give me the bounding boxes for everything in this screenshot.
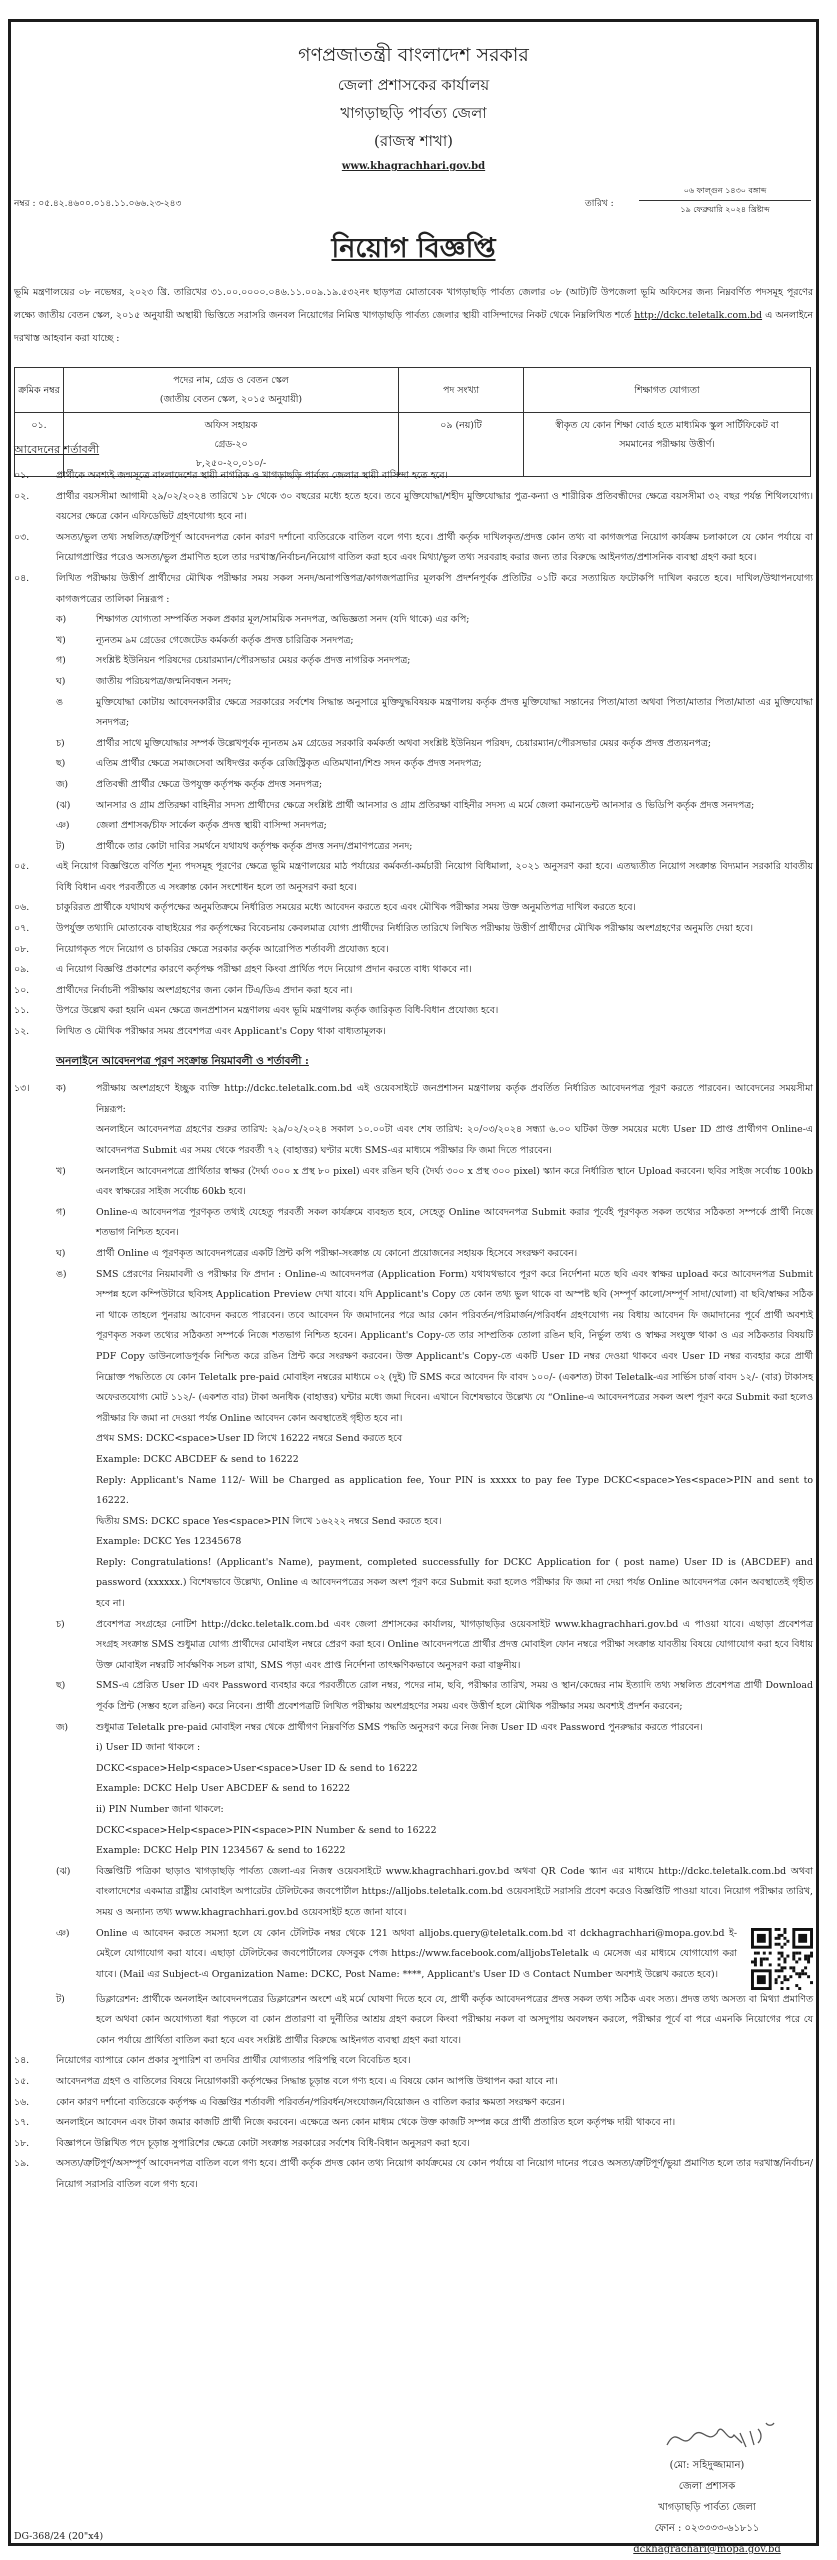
sms-line: Example: DCKC Yes 12345678 xyxy=(96,1536,242,1548)
item-number: ১৪. xyxy=(14,2055,30,2067)
online-item xyxy=(56,1718,813,1739)
item-number: ক) xyxy=(56,1083,67,1095)
item-text: প্রার্থীর সাথে মুক্তিযোদ্ধার সম্পর্ক উল্লেখপূর্বক ন্যূনতম ৯ম গ্রেডের সরকারি কর্মকর্তা অথবা সংশ্লিষ্ট ইউনিয়ন পরিষদ, চেয়ারম্যান/পৌরসভার মেয়র কর্তৃক প্রদত্ত প্রত্যয়নপত্র; xyxy=(96,737,712,749)
item-text: মুক্তিযোদ্ধা কোটায় আবেদনকারীর ক্ষেত্রে সরকারের সর্বশেষ সিদ্ধান্ত অনুসারে মুক্তিযুদ্ধবিষয়ক মন্ত্রণালয় কর্তৃক প্রদত্ত মুক্তিযোদ্ধা সন্তানের পিতা/মাতা অথবা পিতা/মাতার পিতা/মাতা এর মুক্তিযোদ্ধা সনদপত্র; xyxy=(96,696,813,729)
item-text: লিখিত ও মৌখিক পরীক্ষার সময় প্রবেশপত্র এবং Applicant's Copy থাকা বাধ্যতামূলক। xyxy=(56,1026,386,1038)
office-name: জেলা প্রশাসকের কার্যালয় xyxy=(337,76,490,94)
document-item xyxy=(56,837,813,858)
signatory-designation: জেলা প্রশাসক xyxy=(678,2481,736,2492)
online-item xyxy=(56,1265,813,1430)
item-text: SMS প্রেরণের নিয়মাবলী ও পরীক্ষার ফি প্রদান : Online-এ আবেদনপত্র (Application Form) যথাযথভাবে পূরণ করে নির্দেশনা মতে ছবি এবং স্বাক্ষর upload করে আবেদনপত্র Submit সম্পন্ন হলে কম্পিউটারে ছবিসহ Application Preview দেখা যাবে। যদি Applicant's Copy তে কোন তথ্য ভুল থাকে বা অস্পষ্ট ছবি (সম্পূর্ণ কালো/সম্পূর্ণ সাদা/ঘোলা) বা ছবি/স্বাক্ষর সঠিক না থাকে তাহলে পুনরায় আবেদন করতে পারবেন। তবে আবেদন ফি জমাদানের পরে আর কোন পরিবর্তন/পরিমার্জন/পরিবর্ধন গ্রহণযোগ্য নয় বিধায় আবেদন ফি জমাদানের পূর্বে প্রার্থী অবশ্যই পূরণকৃত সকল তথ্যের সঠিকতা সম্পর্কে নিজে শতভাগ নিশ্চিত হবেন। Applicant's Copy-তে তার সাম্প্রতিক তোলা রঙিন ছবি, নির্ভুল তথ্য ও স্বাক্ষর সংযুক্ত থাকা ও এর সঠিকতার বিষয়টি PDF Copy ডাউনলোডপূর্বক নিশ্চিত করে রঙিন প্রিন্ট করে সংরক্ষণ করবেন। উক্ত Applicant's Copy-তে একটি User ID নম্বর দেওয়া থাকবে এবং User ID নম্বর ব্যবহার করে প্রার্থী নিম্নোক্ত পদ্ধতিতে যে কোন Teletalk pre-paid মোবাইল নম্বরের মাধ্যমে ০২ (দুই) টি SMS করে আবেদন ফি বাবদ ১০০/- (একশত) টাকা Teletalk-এর সার্ভিস চার্জ বাবদ ১২/- (বার) টাকাসহ অফেরতযোগ্য মোট ১১২/- (একশত বার) টাকা অনধিক (বাহাত্তর) ঘন্টার মধ্যে জমা দিবেন। এখানে বিশেষভাবে উল্লেখ্য যে “Online-এ আবেদনপত্রের সকল অংশ পূরণ করে Submit করা হলেও পরীক্ষার ফি জমা না দেওয়া পর্যন্ত Online আবেদন কোন অবস্থাতেই গৃহীত হবে না। xyxy=(96,1268,813,1424)
item-number: ঙ) xyxy=(56,1268,67,1280)
online-item-group xyxy=(56,1079,813,1429)
document-item xyxy=(56,631,813,652)
condition-item xyxy=(14,466,813,487)
item-number: ট) xyxy=(56,840,65,852)
item-number: ১০. xyxy=(14,984,30,996)
item-text: সংশ্লিষ্ট ইউনিয়ন পরিষদের চেয়ারম্যান/পৌরসভার মেয়র কর্তৃক প্রদত্ত নাগরিক সনদপত্র; xyxy=(96,655,411,667)
condition-item-group xyxy=(14,857,813,1042)
govt-title: গণপ্রজাতন্ত্রী বাংলাদেশ সরকার xyxy=(298,44,529,66)
signatory-phone: ফোন : ০২৩৩৩৩-৬১৮১১ xyxy=(654,2523,760,2534)
item-text: এই নিয়োগ বিজ্ঞপ্তিতে বর্ণিত শূন্য পদসমূহ পূরণের ক্ষেত্রে ভূমি মন্ত্রণালয়ের মাঠ পর্যায়ের কর্মকর্তা-কর্মচারী নিয়োগ বিধিমালা, ২০২১ অনুসরণ করা হবে। এতদ্ব্যতীত নিয়োগ সংক্রান্ত বিদ্যমান সরকারি যাবতীয় বিধি বিধান এবং পরবর্তীতে এ সংক্রান্ত কোন সংশোধন হলে তা অনুসরণ করা হবে। xyxy=(56,861,813,893)
online-item xyxy=(56,1079,813,1120)
footer-code: DG-368/24 (20"x4) xyxy=(14,2531,104,2542)
item-text: চাকুরিরত প্রার্থীকে যথাযথ কর্তৃপক্ষের অনুমতিক্রমে নির্ধারিত সময়ের মধ্যে আবেদন করতে হবে এবং মৌখিক পরীক্ষার সময় উক্ত অনুমতিপত্র দাখিল করতে হবে। xyxy=(56,902,636,914)
item-text: অসত্য/ভুল তথ্য সম্বলিত/ত্রুটিপূর্ণ আবেদনপত্র কোন কারণ দর্শানো ব্যতিরেকে বাতিল বলে গণ্য হবে। প্রার্থী কর্তৃক দাখিলকৃত/প্রদত্ত কোন তথ্য বা কাগজপত্র নিয়োগ কার্যক্রম চলাকালে যে কোন পর্যায়ে বা নিয়োগপ্রাপ্তির পরেও অসত্য/ভুল প্রমাণিত হলে তার দরখাস্ত/নির্বাচন/নিয়োগ বাতিল করা হবে এবং মিথ্যা/ভুল তথ্য সরবরাহ করার জন্য তার বিরুদ্ধে আইনগত/প্রশাসনিক ব্যবস্থা গ্রহণ করা হবে। xyxy=(56,531,813,564)
date-box xyxy=(639,185,811,217)
online-item xyxy=(56,1862,813,1924)
signatory-district: খাগড়াছড়ি পার্বত্য জেলা xyxy=(658,2502,756,2513)
item-text: আবেদনপত্র গ্রহণ ও বাতিলের বিষয়ে নিয়োগকারী কর্তৃপক্ষের সিদ্ধান্ত চূড়ান্ত বলে গণ্য হবে। এ বিষয়ে কোন আপত্তি উত্থাপন করা যাবে না। xyxy=(56,2075,558,2087)
condition-item xyxy=(14,898,813,919)
item-number: ১৫. xyxy=(14,2075,30,2087)
item-text: প্রার্থী Online এ পূরণকৃত আবেদনপত্রের একটি প্রিন্ট কপি পরীক্ষা-সংক্রান্ত যে কোনো প্রয়োজনের সহায়ক হিসেবে সংরক্ষণ করবেন। xyxy=(96,1247,578,1259)
notice-frame xyxy=(8,19,819,2555)
item-number: ১৮. xyxy=(14,2137,30,2149)
online-item-group xyxy=(56,1862,813,2052)
item-text: অনলাইনে আবেদনপত্র গ্রহণের শুরুর তারিখ: ২৯/০২/২০২৪ সকাল ১০.০০টা এবং শেষ তারিখ: ২০/০৩/২০২৪ সন্ধ্যা ৬.০০ ঘটিকা উক্ত সময়ের মধ্যে User ID প্রাপ্ত প্রার্থীগণ Online-এ আবেদনপত্র Submit এর সময় থেকে পরবর্তী ৭২ (বাহাত্তর) ঘণ্টার মধ্যে SMS-এর মাধ্যমে পরীক্ষার ফি জমা দিতে পারবেন। xyxy=(96,1124,813,1156)
item-text: Online-এ আবেদনপত্র পূরণকৃত তথ্যই যেহেতু পরবর্তী সকল কার্যক্রমে ব্যবহৃত হবে, সেহেতু Online আবেদনপত্র Submit করার পূর্বেই পূরণকৃত সকল তথ্যের সঠিকতা সম্পর্কে প্রার্থী নিজে শতভাগ নিশ্চিত হবেন। xyxy=(96,1206,813,1239)
item-number: ১৬. xyxy=(14,2096,30,2108)
signature-block xyxy=(612,2415,802,2560)
col-count: পদ সংখ্যা xyxy=(399,368,524,413)
item-number: ১৯. xyxy=(14,2158,30,2170)
date-english: ১৯ ফেব্রুয়ারি ২০২৪ খ্রিষ্টাব্দ xyxy=(680,205,770,214)
item-number: গ) xyxy=(56,655,66,667)
online-item xyxy=(56,1162,813,1203)
document-item xyxy=(56,754,813,775)
condition-item xyxy=(14,2072,813,2093)
item-number xyxy=(56,1120,96,1161)
item-number: জ) xyxy=(56,1721,69,1733)
item-number: ০৮. xyxy=(14,943,30,955)
item-text: কোন কারণ দর্শানো ব্যতিরেকে কর্তৃপক্ষ এ বিজ্ঞপ্তির শর্তাবলী পরিবর্তন/পরিবর্ধন/সংযোজন/বিয়োজন ও বাতিল করার ক্ষমতা সংরক্ষণ করেন। xyxy=(56,2096,565,2108)
item-text: লিখিত পরীক্ষায় উত্তীর্ণ প্রার্থীদের মৌখিক পরীক্ষার সময় সকল সনদ/অনাপত্তিপত্র/কাগজপত্রাদির মূলকপি প্রদর্শনপূর্বক প্রতিটির ০১টি করে সত্যায়িত ফটোকপি দাখিল করতে হবে। দাখিল/উত্থাপনযোগ্য কাগজপত্রের তালিকা নিম্নরূপ : xyxy=(56,572,813,605)
rule-number: ১৩। xyxy=(14,1083,30,1095)
condition-item xyxy=(14,919,813,940)
item-text: SMS-এ প্রেরিত User ID এবং Password ব্যবহার করে পরবর্তীতে রোল নম্বর, পদের নাম, ছবি, পরীক্ষার তারিখ, সময় ও স্থান/কেন্দ্রের নাম ইত্যাদি তথ্য সম্বলিত প্রবেশপত্র প্রার্থী Download পূর্বক প্রিন্ট (সম্ভব হলে রঙিন) করে নিবেন। প্রার্থী প্রবেশপত্রটি লিখিত পরীক্ষায় অংশগ্রহণের সময় এবং উত্তীর্ণ হলে মৌখিক পরীক্ষার সময় অবশ্যই প্রদর্শন করবেন; xyxy=(96,1680,813,1713)
date-bangla: ০৬ ফাল্গুন ১৪৩০ বঙ্গাব্দ xyxy=(639,185,811,201)
signatory-name: (মো: সহিদুজ্জামান) xyxy=(669,2460,745,2471)
item-number: চ) xyxy=(56,737,65,749)
signature-mark xyxy=(612,2415,802,2455)
item-text: জেলা প্রশাসক/চীফ সার্কেল কর্তৃক প্রদত্ত স্থায়ী বাসিন্দা সনদপত্র; xyxy=(96,820,327,832)
online-item xyxy=(56,1676,813,1717)
posts-table xyxy=(14,367,811,477)
condition-item xyxy=(14,528,813,569)
item-number: ১৭. xyxy=(14,2117,30,2129)
item-number: ছ) xyxy=(56,1680,66,1692)
item-text: ন্যূনতম ৯ম গ্রেডের গেজেটেড কর্মকর্তা কর্তৃক প্রদত্ত চারিত্রিক সনদপত্র; xyxy=(96,634,354,646)
item-text: শিক্ষাগত যোগ্যতা সম্পর্কিত সকল প্রকার মূল/সাময়িক সনদপত্র, অভিজ্ঞতা সনদ (যদি থাকে) এর কপি; xyxy=(96,614,470,626)
document-item xyxy=(56,816,813,837)
sms-line-group xyxy=(96,1429,813,1614)
recovery-line-group xyxy=(96,1738,813,1862)
item-number: ঘ) xyxy=(56,1247,66,1259)
col-qualification: শিক্ষাগত যোগ্যতা xyxy=(524,368,811,413)
online-item-group xyxy=(56,1615,813,1739)
item-text: ডিক্লারেশন: প্রার্থীকে অনলাইন আবেদনপত্রের ডিক্লারেশন অংশে এই মর্মে ঘোষণা দিতে হবে যে, প্রার্থী কর্তৃক আবেদনপত্রের প্রদত্ত সকল তথ্য সঠিক এবং সত্য। প্রদত্ত তথ্য অসত্য বা মিথ্যা প্রমাণিত হলে অথবা কোন অযোগ্যতা ধরা পড়লে বা কোন প্রতারণা বা দুর্নীতির আশ্রয় গ্রহণ করলে কিংবা পরীক্ষায় নকল বা অসদুপায় অবলম্বন করলে, পরীক্ষার পূর্বে বা পরে এমনকি নিয়োগের পরে যে কোন পর্যায়ে প্রার্থিতা বাতিল করা হবে এবং সংশ্লিষ্ট প্রার্থীর বিরুদ্ধে আইনগত ব্যবস্থা গ্রহণ করা যাবে। xyxy=(96,1993,813,2046)
item-number: ০২. xyxy=(14,490,30,502)
online-item xyxy=(56,1924,813,1990)
online-rules-title: অনলাইনে আবেদনপত্র পূরণ সংক্রান্ত নিয়মাবলী ও শর্তাবলী : xyxy=(56,1054,309,1067)
item-number: গ) xyxy=(56,1206,66,1218)
website-link[interactable]: www.khagrachhari.gov.bd xyxy=(341,161,486,172)
condition-item xyxy=(14,2113,813,2134)
col-serial: ক্রমিক নম্বর xyxy=(15,368,64,413)
condition-item xyxy=(14,1022,813,1043)
conditions-list xyxy=(14,466,813,2196)
recovery-line: Example: DCKC Help User ABCDEF & send to 16222 xyxy=(96,1783,351,1795)
document-item xyxy=(56,693,813,734)
item-number: ঙ xyxy=(56,696,63,708)
condition-item-group xyxy=(14,466,813,610)
item-number: ঞ) xyxy=(56,820,70,832)
cell-count: ০৯ (নয়)টি xyxy=(399,413,524,477)
item-text: অসত্য/ত্রুটিপূর্ণ/অসম্পূর্ণ আবেদনপত্র বাতিল বলে গণ্য হবে। প্রার্থী কর্তৃক প্রদত্ত কোন তথ্য নিয়োগ কার্যক্রমের যে কোন পর্যায়ে বা নিয়োগ দানের পরেও অসত্য/ত্রুটিপূর্ণ/ভুয়া প্রমাণিত হলে তার দরখাস্ত/নির্বাচন/নিয়োগ সরাসরি বাতিল বলে গণ্য হবে। xyxy=(56,2158,813,2190)
condition-item xyxy=(14,487,813,528)
item-text: বিজ্ঞপ্তিটি পত্রিকা ছাড়াও খাগড়াছড়ি পার্বত্য জেলা-এর নিজস্ব ওয়েবসাইটে www.khagrachhari.gov.bd অথবা QR Code স্ক্যান এর মাধ্যমে http://dckc.teletalk.com.bd অথবা বাংলাদেশের একমাত্র রাষ্ট্রীয় মোবাইল অপারেটর টেলিটকের জবপোর্টাল https://alljobs.teletalk.com.bd ওয়েবসাইটে সরাসরি প্রবেশ করেও বিজ্ঞপ্তিটি পাওয়া যাবে। নিয়োগ পরীক্ষার তারিখ, সময় ও অন্যান্য তথ্য www.khagrachhari.gov.bd ওয়েবসাইট হতে জানা যাবে। xyxy=(96,1865,813,1918)
recovery-line: Example: DCKC Help PIN 1234567 & send to 16222 xyxy=(96,1845,346,1857)
item-number: ঘ) xyxy=(56,675,66,687)
item-number: ০৯. xyxy=(14,964,30,976)
item-text: এতিম প্রার্থীর ক্ষেত্রে সমাজসেবা অধিদপ্তর কর্তৃক রেজিস্ট্রিকৃত এতিমখানা/শিশু সদন কর্তৃক প্রদত্ত সনদপত্র; xyxy=(96,758,482,770)
condition-item xyxy=(14,2051,813,2072)
sms-line: Example: DCKC ABCDEF & send to 16222 xyxy=(96,1453,299,1465)
document-item xyxy=(56,651,813,672)
intro-paragraph xyxy=(14,281,813,350)
document-item xyxy=(56,672,813,693)
recovery-line: DCKC<space>Help<space>User<space>User ID & send to 16222 xyxy=(96,1762,418,1774)
condition-item xyxy=(14,1001,813,1022)
item-number: ০৭. xyxy=(14,923,30,935)
item-number: ০৩. xyxy=(14,531,30,543)
online-item xyxy=(56,1990,813,2052)
item-number: ০৫. xyxy=(14,861,30,873)
signatory-email[interactable]: dckhagrachari@mopa.gov.bd xyxy=(633,2544,781,2555)
date-label: তারিখ : xyxy=(585,199,614,209)
sms-line: Reply: Congratulations! (Applicant's Name), payment, completed successfully for DCKC Application for ( post name) User ID is (ABCDEF) and password (xxxxxx.) বিশেষভাবে উল্লেখ্য, Online এ আবেদনপত্রের সকল অংশ পূরণ করে Submit করা হলেও পরীক্ষার ফি জমা না দেয়া পর্যন্ত Online আবেদনপত্র কোন অবস্থাতেই গৃহীত হবে না। xyxy=(96,1556,813,1610)
item-number: ১২. xyxy=(14,1026,30,1038)
document-item xyxy=(56,610,813,631)
sms-line: প্রথম SMS: DCKC<space>User ID লিখে 16222 নম্বরে Send করতে হবে xyxy=(96,1433,403,1445)
item-number: খ) xyxy=(56,1165,66,1177)
district-name: খাগড়াছড়ি পার্বত্য জেলা xyxy=(340,104,487,122)
item-text: Online এ আবেদন করতে সমস্যা হলে যে কোন টেলিটক নম্বর থেকে 121 অথবা alljobs.query@teletalk.com.bd বা dckhagrachhari@mopa.gov.bd ই-মেইলে যোগাযোগ করা যাবে। এছাড়া টেলিটকের জবপোর্টালের ফেসবুক পেজ https://www.facebook.com/alljobsTeletalk এ মেসেজ এর মাধ্যমে যোগাযোগ করা যাবে। (Mail এর Subject-এ Organization Name: DCKC, Post Name: ****, Applicant's User ID ও Contact Number অবশ্যই উল্লেখ করতে হবে)। xyxy=(96,1924,813,1990)
col-post-line1: পদের নাম, গ্রেড ও বেতন স্কেল xyxy=(173,375,289,386)
item-number: ক) xyxy=(56,614,67,626)
online-item xyxy=(56,1244,813,1265)
intro-link[interactable]: http://dckc.teletalk.com.bd xyxy=(634,310,763,321)
item-text: প্রার্থীর বয়সসীমা আগামী ২৯/০২/২০২৪ তারিখে ১৮ থেকে ৩০ বছরের মধ্যে হতে হবে। তবে মুক্তিযোদ্ধা/শহীদ মুক্তিযোদ্ধার পুত্র-কন্যা ও শারীরিক প্রতিবন্ধীদের ক্ষেত্রে বয়সসীমা ৩২ বছর পর্যন্ত শিথিলযোগ্য। বয়সের ক্ষেত্রে কোন এফিডেভিট গ্রহণযোগ্য হবে না। xyxy=(56,490,813,523)
intro-text-end: এ অনলাইনে দরখাস্ত আহবান করা যাচ্ছে : xyxy=(14,310,814,344)
item-number: ০৬. xyxy=(14,902,30,914)
conditions-title: আবেদনের শর্তাবলী xyxy=(14,443,100,456)
item-number: (ঝ) xyxy=(56,799,71,811)
item-text: অনলাইনে আবেদনপত্রে প্রার্থিতার স্বাক্ষর (দৈর্ঘ্য ৩০০ x প্রস্থ ৮০ pixel) এবং রঙিন ছবি (দৈর্ঘ্য ৩০০ x প্রস্থ ৩০০ pixel) স্ক্যান করে নির্ধারিত স্থানে Upload করবেন। ছবির সাইজ সর্বোচ্চ 100kb এবং স্বাক্ষরের সাইজ সর্বোচ্চ 60kb হবে। xyxy=(96,1165,813,1198)
memo-number: নম্বর : ০৫.৪২.৪৬০০.০১৪.১১.০৬৬.২৩-২৪৩ xyxy=(14,199,182,209)
item-number: ছ) xyxy=(56,758,66,770)
item-text: উপর্যুক্ত তথ্যাদি মোতাবেক বাছাইয়ের পর কর্তৃপক্ষের বিবেচনায় কেবলমাত্র যোগ্য প্রার্থীদের নির্ধারিত তারিখে লিখিত পরীক্ষায় উত্তীর্ণ প্রার্থীদের মৌখিক পরীক্ষায় অংশগ্রহণের অনুমতি দেয়া হবে। xyxy=(56,923,753,935)
col-post xyxy=(64,368,399,413)
cell-qualification: স্বীকৃত যে কোন শিক্ষা বোর্ড হতে মাধ্যমিক স্কুল সার্টিফিকেট বা সমমানের পরীক্ষায় উত্তীর্ণ। xyxy=(524,413,811,477)
sms-line: Reply: Applicant's Name 112/- Will be Charged as application fee, Your PIN is xxxxx to pay fee Type DCKC<space>Yes<space>PIN and sent to 16222. xyxy=(96,1474,813,1507)
branch-name: (রাজস্ব শাখা) xyxy=(373,132,454,150)
rule-13 xyxy=(14,1079,813,2051)
notice-title-wrap xyxy=(11,228,816,273)
item-text: পরীক্ষায় অংশগ্রহণে ইচ্ছুক ব্যক্তি http://dckc.teletalk.com.bd এই ওয়েবসাইটে জনপ্রশাসন মন্ত্রণালয় কর্তৃক প্রবর্তিত নির্ধারিত আবেদনপত্র পূরণ করতে পারবেন। আবেদনের সময়সীমা নিম্নরূপ: xyxy=(96,1083,813,1115)
sms-line: দ্বিতীয় SMS: DCKC space Yes<space>PIN লিখে ১৬২২২ নম্বরে Send করতে হবে। xyxy=(96,1515,442,1527)
item-text: প্রার্থীকে তার কোটা দাবির সমর্থনে যথাযথ কর্তৃপক্ষ কর্তৃক প্রদত্ত সনদ/প্রমাণপত্রের সনদ; xyxy=(96,840,413,852)
notice-title: নিয়োগ বিজ্ঞপ্তি xyxy=(331,233,496,264)
condition-item xyxy=(14,940,813,961)
item-text: আনসার ও গ্রাম প্রতিরক্ষা বাহিনীর সদস্য প্রার্থীদের ক্ষেত্রে সংশ্লিষ্ট প্রার্থী আনসার ও গ্রাম প্রতিরক্ষা বাহিনীর সদস্য এ মর্মে জেলা কমানডেন্ট আনসার ও ভিডিপি কর্তৃক প্রদত্ত সনদপত্র; xyxy=(96,799,755,811)
item-number: (ঝ) xyxy=(56,1865,71,1877)
document-item xyxy=(56,775,813,796)
rule-13-body xyxy=(56,1079,813,2051)
item-text: প্রবেশপত্র সংগ্রহের নোটিশ http://dckc.teletalk.com.bd এবং জেলা প্রশাসকের কার্যালয়, খাগড়াছড়ির ওয়েবসাইট www.khagrachhari.gov.bd এ পাওয়া যাবে। এছাড়া প্রবেশপত্র সংগ্রহ সংক্রান্ত SMS শুধুমাত্র যোগ্য প্রার্থীদের মোবাইল নম্বরে প্রেরণ করা হবে। Online আবেদনপত্রে প্রার্থীর প্রদত্ত মোবাইল ফোন নম্বরে পরীক্ষা সংক্রান্ত যাবতীয় বিষয়ে যোগাযোগ করা হবে বিধায় উক্ত মোবাইল নম্বরটি সার্বক্ষণিক সচল রাখা, SMS পড়া এবং প্রাপ্ত নির্দেশনা তাৎক্ষণিকভাবে অনুসরণ করা বাঞ্ছনীয়। xyxy=(96,1618,813,1671)
item-text: প্রার্থীদের নির্বাচনী পরীক্ষায় অংশগ্রহণের জন্য কোন টিএ/ডিএ প্রদান করা হবে না। xyxy=(56,984,353,996)
condition-item xyxy=(14,569,813,610)
col-post-line2: (জাতীয় বেতন স্কেল, ২০১৫ অনুযায়ী) xyxy=(159,394,303,405)
condition-item xyxy=(14,960,813,981)
item-text: উপরে উল্লেখ করা হয়নি এমন ক্ষেত্রে জনপ্রশাসন মন্ত্রণালয় এবং ভূমি মন্ত্রণালয় কর্তৃক জারিকৃত বিধি-বিধান প্রযোজ্য হবে। xyxy=(56,1005,499,1017)
item-text: জাতীয় পরিচয়পত্র/জন্মনিবন্ধন সনদ; xyxy=(96,675,232,687)
recovery-line: DCKC<space>Help<space>PIN<space>PIN Number & send to 16222 xyxy=(96,1824,437,1836)
item-number: চ) xyxy=(56,1618,65,1630)
posts-table-header xyxy=(15,368,811,413)
item-number: জ) xyxy=(56,778,69,790)
online-item xyxy=(56,1120,813,1161)
qr-code-icon[interactable] xyxy=(751,1928,813,1990)
cell-serial: ০১. xyxy=(15,413,64,477)
item-text: এ নিয়োগ বিজ্ঞপ্তি প্রকাশের কারণে কর্তৃপক্ষ পরীক্ষা গ্রহণ কিংবা প্রার্থিত পদে নিয়োগ প্রদান করতে বাধ্য থাকবে না। xyxy=(56,964,472,976)
item-text: নিয়োগের ব্যাপারে কোন প্রকার সুপারিশ বা তদবির প্রার্থীর যোগ্যতার পরিপন্থি বলে বিবেচিত হবে। xyxy=(56,2055,411,2067)
condition-item-group xyxy=(14,2051,813,2195)
online-item xyxy=(56,1615,813,1677)
item-text: বিজ্ঞাপনে উল্লিখিত পদে চূড়ান্ত সুপারিশের ক্ষেত্রে কোটা সংক্রান্ত সরকারের সর্বশেষ বিধি-বিধান অনুসরণ করা হবে। xyxy=(56,2137,470,2149)
post-grade: গ্রেড-২০ xyxy=(214,439,248,450)
recovery-line: ii) PIN Number জানা থাকলে: xyxy=(96,1804,224,1815)
condition-item xyxy=(14,2134,813,2155)
condition-item xyxy=(14,2093,813,2114)
item-text: শুধুমাত্র Teletalk pre-paid মোবাইল নম্বর থেকে প্রার্থীগণ নিম্নবর্ণিত SMS পদ্ধতি অনুসরণ করে নিজ নিজ User ID এবং Password পুনরুদ্ধার করতে পারবেন। xyxy=(96,1721,703,1733)
item-number: ০৪. xyxy=(14,572,30,584)
condition-item xyxy=(14,981,813,1002)
document-item-group xyxy=(56,610,813,857)
online-item xyxy=(56,1203,813,1244)
recovery-line: i) User ID জানা থাকলে : xyxy=(96,1742,201,1754)
document-item xyxy=(56,734,813,755)
item-number: ট) xyxy=(56,1993,65,2005)
item-text: প্রতিবন্ধী প্রার্থীর ক্ষেত্রে উপযুক্ত কর্তৃপক্ষ কর্তৃক প্রদত্ত সনদপত্র; xyxy=(96,778,323,790)
item-number: ০১. xyxy=(14,470,30,481)
intro-text: ভূমি মন্ত্রণালয়ের ০৮ নভেম্বর, ২০২৩ খ্রি. তারিখের ৩১.০০.০০০০.০৪৬.১১.০০৯.১৯.৫৩২নং ছাড়পত্র মোতাবেক খাগড়াছড়ি পার্বত্য জেলার ০৮ (আট)টি উপজেলা ভূমি অফিসের জন্য নিম্নবর্ণিত পদসমূহ পূরণের লক্ষ্যে জাতীয় বেতন স্কেল, ২০১৫ অনুযায়ী অস্থায়ী ভিত্তিতে সরাসরি জনবল নিয়োগের নিমিত্ত খাগড়াছড়ি পার্বত্য জেলার স্থায়ী বাসিন্দাদের নিকট থেকে নিম্নলিখিত শর্তে xyxy=(14,287,813,321)
document-item xyxy=(56,796,813,817)
item-text: অনলাইনে আবেদন এবং টাকা জমার কাজটি প্রার্থী নিজে করবেন। এক্ষেত্রে অন্য কোন মাধ্যম থেকে উক্ত কাজটি সম্পন্ন করে প্রার্থী প্রতারিত হলে কর্তৃপক্ষ দায়ী থাকবে না। xyxy=(56,2117,676,2129)
condition-item xyxy=(14,857,813,898)
post-name: অফিস সহায়ক xyxy=(204,420,258,431)
item-number: ঞ) xyxy=(56,1927,70,1939)
item-text: নিয়োগকৃত পদে নিয়োগ ও চাকরির ক্ষেত্রে সরকার কর্তৃক আরোপিত শর্তাবলী প্রযোজ্য হবে। xyxy=(56,943,389,955)
item-number: ১১. xyxy=(14,1005,30,1017)
condition-item xyxy=(14,2154,813,2195)
item-text: প্রার্থীকে অবশ্যই জন্মসূত্রে বাংলাদেশের স্থায়ী নাগরিক ও খাগড়াছড়ি পার্বত্য জেলার স্থায়ী বাসিন্দা হতে হবে। xyxy=(56,470,448,481)
item-number: খ) xyxy=(56,634,66,646)
post-scale: ৮,২৫০-২০,০১০/- xyxy=(195,458,267,469)
